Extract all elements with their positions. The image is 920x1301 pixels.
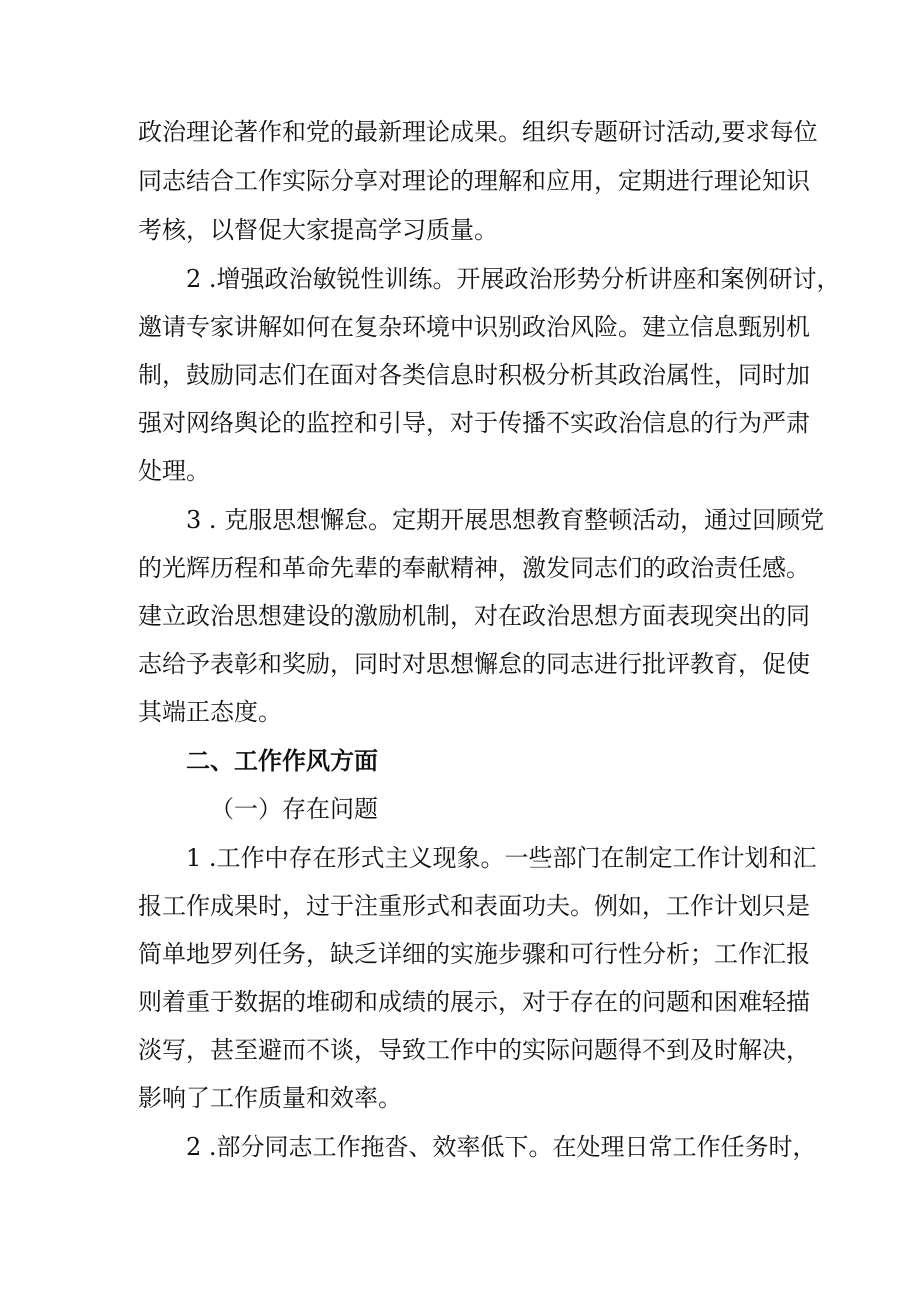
paragraph-line: 政治理论著作和党的最新理论成果。组织专题研讨活动,要求每位 xyxy=(138,118,818,146)
paragraph-line: 影响了工作质量和效率。 xyxy=(138,1084,402,1112)
paragraph-line: 建立政治思想建设的激励机制，对在政治思想方面表现突出的同 xyxy=(138,602,810,630)
paragraph-line: 同志结合工作实际分享对理论的理解和应用，定期进行理论知识 xyxy=(138,167,810,195)
paragraph-line: 志给予表彰和奖励，同时对思想懈怠的同志进行批评教育，促使 xyxy=(138,650,810,678)
paragraph-line: 3 . 克服思想懈怠。定期开展思想教育整顿活动，通过回顾党 xyxy=(186,506,825,534)
paragraph-line: 邀请专家讲解如何在复杂环境中识别政治风险。建立信息甄别机 xyxy=(138,313,810,341)
paragraph-line: 1 .工作中存在形式主义现象。一些部门在制定工作计划和汇 xyxy=(186,844,817,872)
paragraph-line: 2 .增强政治敏锐性训练。开展政治形势分析讲座和案例研讨， xyxy=(186,265,841,293)
paragraph-line: 制，鼓励同志们在面对各类信息时积极分析其政治属性，同时加 xyxy=(138,361,810,389)
paragraph-line: 其端正态度。 xyxy=(138,698,282,726)
paragraph-line: 2 .部分同志工作拖沓、效率低下。在处理日常工作任务时， xyxy=(186,1133,817,1161)
paragraph-line: 则着重于数据的堆砌和成绩的展示，对于存在的问题和困难轻描 xyxy=(138,988,810,1016)
paragraph-line: 淡写，甚至避而不谈，导致工作中的实际问题得不到及时解决， xyxy=(138,1036,810,1064)
paragraph-line: 简单地罗列任务，缺乏详细的实施步骤和可行性分析；工作汇报 xyxy=(138,940,810,968)
subsection-heading: （一）存在问题 xyxy=(210,795,378,823)
paragraph-line: 考核，以督促大家提高学习质量。 xyxy=(138,216,498,244)
paragraph-line: 强对网络舆论的监控和引导，对于传播不实政治信息的行为严肃 xyxy=(138,409,810,437)
paragraph-line: 处理。 xyxy=(138,457,210,485)
paragraph-line: 的光辉历程和革命先辈的奉献精神，激发同志们的政治责任感。 xyxy=(138,554,810,582)
section-heading: 二、工作作风方面 xyxy=(186,747,378,775)
paragraph-line: 报工作成果时，过于注重形式和表面功夫。例如，工作计划只是 xyxy=(138,892,810,920)
